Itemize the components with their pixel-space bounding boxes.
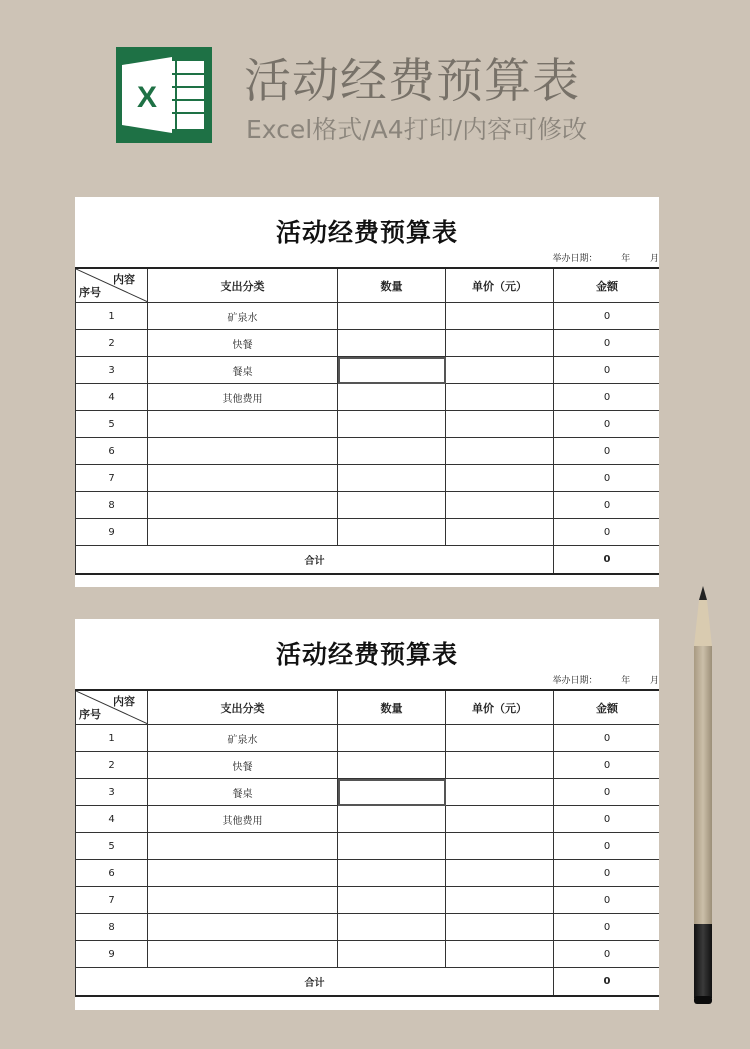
amount-cell[interactable]: 0 — [554, 357, 660, 384]
unit-price-cell[interactable] — [446, 833, 554, 860]
unit-price-cell[interactable] — [446, 752, 554, 779]
unit-price-cell[interactable] — [446, 887, 554, 914]
row-number-cell[interactable]: 4 — [76, 806, 148, 833]
quantity-cell[interactable] — [338, 519, 446, 546]
quantity-cell[interactable] — [338, 914, 446, 941]
event-date-month: 月 — [649, 254, 659, 264]
event-date-month: 月 — [649, 676, 659, 686]
column-header-unit-price[interactable]: 单价（元） — [446, 268, 554, 303]
amount-cell[interactable]: 0 — [554, 303, 660, 330]
category-cell[interactable] — [148, 860, 338, 887]
table-row — [76, 519, 660, 546]
page-subtitle: Excel格式/A4打印/内容可修改 — [246, 115, 588, 144]
amount-cell[interactable]: 0 — [554, 411, 660, 438]
unit-price-cell[interactable] — [446, 860, 554, 887]
table-row — [76, 330, 660, 357]
quantity-cell-selected[interactable] — [338, 357, 446, 384]
sheet-preview-1 — [75, 197, 659, 587]
category-cell[interactable] — [148, 465, 338, 492]
category-cell[interactable] — [148, 914, 338, 941]
quantity-cell[interactable] — [338, 887, 446, 914]
row-number-cell[interactable]: 9 — [76, 519, 148, 546]
table-row — [76, 411, 660, 438]
event-date-year: 年 — [621, 676, 631, 686]
total-value[interactable]: 0 — [554, 546, 660, 575]
quantity-cell[interactable] — [338, 752, 446, 779]
table-row — [76, 887, 660, 914]
sheet-title: 活动经费预算表 — [275, 218, 458, 247]
category-cell[interactable]: 快餐 — [148, 752, 338, 779]
category-cell[interactable]: 餐桌 — [148, 357, 338, 384]
amount-cell[interactable]: 0 — [554, 941, 660, 968]
category-cell[interactable]: 其他费用 — [148, 806, 338, 833]
total-row — [76, 546, 660, 575]
quantity-cell[interactable] — [338, 465, 446, 492]
unit-price-cell[interactable] — [446, 438, 554, 465]
table-row — [76, 384, 660, 411]
column-header-quantity[interactable]: 数量 — [338, 690, 446, 725]
event-date-label: 举办日期： — [552, 676, 598, 686]
amount-cell[interactable]: 0 — [554, 330, 660, 357]
row-number-cell[interactable]: 9 — [76, 941, 148, 968]
category-cell[interactable] — [148, 519, 338, 546]
row-number-cell[interactable]: 1 — [76, 725, 148, 752]
total-label[interactable]: 合计 — [76, 546, 554, 575]
table-row — [76, 357, 660, 384]
unit-price-cell[interactable] — [446, 411, 554, 438]
row-number-cell[interactable]: 7 — [76, 887, 148, 914]
quantity-cell[interactable] — [338, 806, 446, 833]
excel-logo-letter: X — [136, 81, 158, 114]
table-row — [76, 438, 660, 465]
row-number-cell[interactable]: 2 — [76, 330, 148, 357]
excel-logo-icon — [116, 47, 212, 143]
page-title: 活动经费预算表 — [244, 54, 580, 109]
amount-cell[interactable]: 0 — [554, 887, 660, 914]
unit-price-cell[interactable] — [446, 384, 554, 411]
row-number-cell[interactable]: 6 — [76, 860, 148, 887]
row-number-cell[interactable]: 5 — [76, 411, 148, 438]
unit-price-cell[interactable] — [446, 806, 554, 833]
column-header-category[interactable]: 支出分类 — [148, 268, 338, 303]
row-number-cell[interactable]: 7 — [76, 465, 148, 492]
category-cell[interactable] — [148, 492, 338, 519]
unit-price-cell[interactable] — [446, 914, 554, 941]
unit-price-cell[interactable] — [446, 519, 554, 546]
total-row — [76, 968, 660, 997]
table-row — [76, 860, 660, 887]
table-row — [76, 806, 660, 833]
corner-label-content: 内容 — [113, 273, 135, 286]
category-cell[interactable]: 矿泉水 — [148, 303, 338, 330]
category-cell[interactable]: 快餐 — [148, 330, 338, 357]
row-number-cell[interactable]: 8 — [76, 492, 148, 519]
category-cell[interactable] — [148, 887, 338, 914]
unit-price-cell[interactable] — [446, 941, 554, 968]
row-number-cell[interactable]: 1 — [76, 303, 148, 330]
table-row — [76, 752, 660, 779]
category-cell[interactable] — [148, 411, 338, 438]
quantity-cell[interactable] — [338, 860, 446, 887]
row-number-cell[interactable]: 8 — [76, 914, 148, 941]
column-header-quantity[interactable]: 数量 — [338, 268, 446, 303]
row-number-cell[interactable]: 5 — [76, 833, 148, 860]
event-date-label: 举办日期： — [552, 254, 598, 264]
amount-cell[interactable]: 0 — [554, 465, 660, 492]
quantity-cell[interactable] — [338, 438, 446, 465]
category-cell[interactable] — [148, 833, 338, 860]
corner-label-index: 序号 — [79, 708, 101, 721]
row-number-cell[interactable]: 3 — [76, 357, 148, 384]
row-number-cell[interactable]: 3 — [76, 779, 148, 806]
category-cell[interactable]: 餐桌 — [148, 779, 338, 806]
quantity-cell[interactable] — [338, 941, 446, 968]
quantity-cell[interactable] — [338, 330, 446, 357]
amount-cell[interactable]: 0 — [554, 779, 660, 806]
category-cell[interactable]: 矿泉水 — [148, 725, 338, 752]
corner-header-cell[interactable] — [76, 268, 148, 303]
table-row — [76, 833, 660, 860]
category-cell[interactable]: 其他费用 — [148, 384, 338, 411]
amount-cell[interactable]: 0 — [554, 725, 660, 752]
event-date — [552, 673, 659, 686]
column-header-amount[interactable]: 金额 — [554, 268, 660, 303]
corner-label-content: 内容 — [113, 695, 135, 708]
table-row — [76, 914, 660, 941]
unit-price-cell[interactable] — [446, 779, 554, 806]
table-row — [76, 779, 660, 806]
unit-price-cell[interactable] — [446, 303, 554, 330]
quantity-cell-selected[interactable] — [338, 779, 446, 806]
amount-cell[interactable]: 0 — [554, 519, 660, 546]
table-row — [76, 303, 660, 330]
unit-price-cell[interactable] — [446, 725, 554, 752]
category-cell[interactable] — [148, 941, 338, 968]
corner-label-index: 序号 — [79, 286, 101, 299]
amount-cell[interactable]: 0 — [554, 752, 660, 779]
unit-price-cell[interactable] — [446, 357, 554, 384]
quantity-cell[interactable] — [338, 725, 446, 752]
sheet-preview-2 — [75, 619, 659, 1010]
pencil-icon — [690, 586, 716, 1006]
unit-price-cell[interactable] — [446, 465, 554, 492]
row-number-cell[interactable]: 6 — [76, 438, 148, 465]
column-header-unit-price[interactable]: 单价（元） — [446, 690, 554, 725]
quantity-cell[interactable] — [338, 411, 446, 438]
amount-cell[interactable]: 0 — [554, 384, 660, 411]
quantity-cell[interactable] — [338, 384, 446, 411]
table-header-row — [76, 690, 660, 725]
total-label[interactable]: 合计 — [76, 968, 554, 997]
table-row — [76, 465, 660, 492]
row-number-cell[interactable]: 4 — [76, 384, 148, 411]
sheet-title: 活动经费预算表 — [275, 640, 458, 669]
quantity-cell[interactable] — [338, 303, 446, 330]
event-date — [552, 251, 659, 264]
table-row — [76, 492, 660, 519]
amount-cell[interactable]: 0 — [554, 833, 660, 860]
column-header-category[interactable]: 支出分类 — [148, 690, 338, 725]
budget-table — [75, 689, 659, 997]
amount-cell[interactable]: 0 — [554, 860, 660, 887]
amount-cell[interactable]: 0 — [554, 806, 660, 833]
quantity-cell[interactable] — [338, 492, 446, 519]
column-header-amount[interactable]: 金额 — [554, 690, 660, 725]
category-cell[interactable] — [148, 438, 338, 465]
table-row — [76, 941, 660, 968]
table-header-row — [76, 268, 660, 303]
amount-cell[interactable]: 0 — [554, 492, 660, 519]
quantity-cell[interactable] — [338, 833, 446, 860]
amount-cell[interactable]: 0 — [554, 438, 660, 465]
total-value[interactable]: 0 — [554, 968, 660, 997]
event-date-year: 年 — [621, 254, 631, 264]
unit-price-cell[interactable] — [446, 492, 554, 519]
table-row — [76, 725, 660, 752]
budget-table — [75, 267, 659, 575]
amount-cell[interactable]: 0 — [554, 914, 660, 941]
unit-price-cell[interactable] — [446, 330, 554, 357]
corner-header-cell[interactable] — [76, 690, 148, 725]
row-number-cell[interactable]: 2 — [76, 752, 148, 779]
